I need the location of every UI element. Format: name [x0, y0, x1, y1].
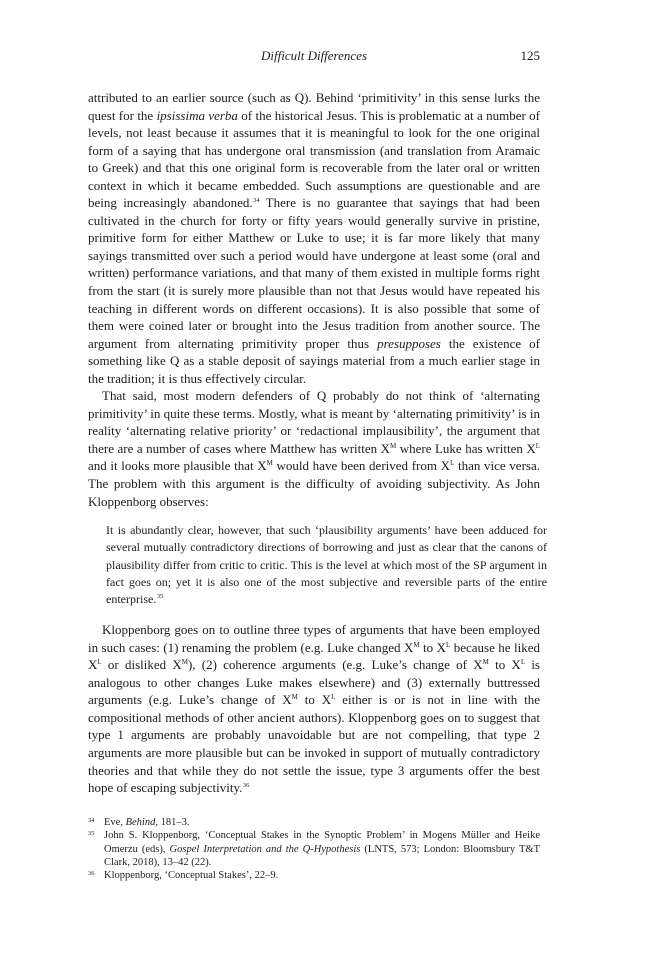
footnote-number: 34 [88, 817, 95, 824]
footnote-number: 36 [88, 870, 95, 878]
footnote-ref-34[interactable]: 34 [253, 197, 260, 205]
footnotes [88, 816, 540, 882]
footnote-35: 35 John S. Kloppenborg, ‘Conceptual Stakes in the Synoptic Problem’ in Mogens Müller and Heike Omerzu (eds), Gospel Interpretation and the Q-Hypothesis (LNTS, 573; London: Bloomsbury T&T Clark, 2018), 13–42 (22). [88, 829, 540, 869]
block-quote: It is abundantly clear, however, that such ‘plausibility arguments’ have been adduced for several mutually contradictory directions of borrowing and just as clear that the canons of plausibility differ from critic to critic. This is the level at which most of the SP argument in fact goes on; yet it is also one of the most subjective and reversible parts of the entire enterprise.$^{35}$ [106, 523, 547, 606]
footnote-number: 35 [88, 830, 95, 838]
footnote-ref-35[interactable]: 35 [156, 592, 164, 600]
footnote-ref-36[interactable]: 36 [242, 782, 250, 790]
footnote-34: 34 Eve, Behind, 181–3. [88, 816, 540, 829]
footnote-36: 36 Kloppenborg, ‘Conceptual Stakes’, 22–9. [88, 869, 540, 882]
page-number: 125 [520, 48, 540, 63]
body-text [88, 89, 547, 797]
page-header [88, 46, 540, 66]
paragraph-1: attributed to an earlier source (such as Q). Behind ‘primitivity’ in this sense lurks the quest for the ipsissima verba of the historical Jesus. This is problematic at a number of levels, not least because it assumes that it is meaningful to look for the one original form of a saying that has undergone oral transmission (and translation from Aramaic to Greek) and that this one original form is recoverable from the later oral or written context in which it became embedded. Such assumptions are questionable and are being increasingly abandoned.$^{34}$ There is no guarantee that sayings that had been cultivated in the church for forty or fifty years would generally survive in pristine, primitive form for either Matthew or Luke to use; it is far more likely that many sayings transmitted over such a period would have undergone at least some (oral and written) performance variations, and that many of them existed in multiple forms right from the start (it is surely more plausible than not that Jesus would have repeated his teaching in different words on different occasions). It is also possible that some of them were coined later or brought into the Jesus tradition from another source. The argument from alternating primitivity proper thus presupposes the existence of something like Q as a stable deposit of sayings material from a much earlier stage in the tradition; it is thus effectively circular. [88, 90, 540, 386]
paragraph-3: Kloppenborg goes on to outline three types of arguments that have been employed in such cases: (1) renaming the problem (e.g. Luke changed $X^M$ to $X^L$ because he liked $X^L$ or disliked $X^M$), (2) coherence arguments (e.g. Luke’s change of $X^M$ to $X^L$ is analogous to other changes Luke makes elsewhere) and (3) externally buttressed arguments (e.g. Luke’s change of $X^M$ to $X^L$ either is or is not in line with the compositional methods of other ancient authors). Kloppenborg goes on to suggest that type 1 arguments are probably unavoidable but are not compelling, that type 2 arguments are more plausible but can be invoked in support of mutually contradictory theories and that while they do not settle the issue, type 3 arguments offer the best hope of escaping subjectivity.$^{36}$ [88, 622, 541, 796]
paragraph-2: That said, most modern defenders of Q probably do not think of ‘alternating primitivity’ in quite these terms. Mostly, what is meant by ‘alternating primitivity’ is in reality ‘alternating relative priority’ or ‘redactional implausibility’, the argument that there are a number of cases where Matthew has written $X^M$ where Luke has written $X^L$ and it looks more plausible that $X^M$ would have been derived from $X^L$ than vice versa. The problem with this argument is the difficulty of avoiding subjectivity. As John Kloppenborg observes: [88, 388, 540, 509]
running-title: Difficult Differences [260, 48, 368, 63]
